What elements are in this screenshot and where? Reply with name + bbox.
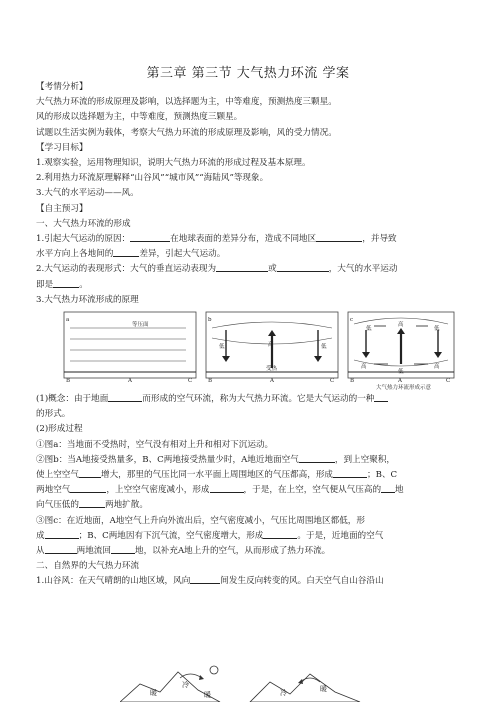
document-body bbox=[36, 80, 462, 590]
answer-blank[interactable] bbox=[299, 453, 335, 463]
answer-blank[interactable] bbox=[277, 262, 329, 272]
goal-line: 3.大气的水平运动——风。 bbox=[36, 188, 139, 199]
analysis-line: 大气热力环流的形成原理及影响，以选择题为主，中等难度，预测热度三颗星。 bbox=[36, 97, 337, 108]
cold-label: 冷 bbox=[280, 689, 287, 697]
question-line: ②图b：当A地接受热量多，B、C两地接受热量少时，A地近地面空气 ，到上空聚积， bbox=[36, 454, 396, 465]
question-line: (2)形成过程 bbox=[36, 424, 83, 435]
answer-blank[interactable] bbox=[70, 483, 106, 493]
question-line: 从 两地流回 地，以补充A地上升的空气，从而形成了热力环流。 bbox=[36, 546, 331, 557]
subsection-title: 一、大气热力环流的形成 bbox=[36, 218, 131, 229]
answer-blank[interactable] bbox=[130, 232, 170, 242]
question-line: 使上空空气 增大，那里的气压比同一水平面上周围地区的气压都高，形成 ；B、C bbox=[36, 470, 398, 481]
answer-blank[interactable] bbox=[79, 468, 101, 478]
point-label: A bbox=[128, 378, 132, 385]
panel-c-label: c bbox=[350, 317, 354, 324]
point-label: B bbox=[66, 378, 71, 385]
answer-blank[interactable] bbox=[190, 574, 220, 584]
answer-blank[interactable] bbox=[79, 498, 105, 508]
warm-label: 暖 bbox=[320, 685, 327, 693]
cold-label: 冷 bbox=[182, 681, 189, 689]
answer-blank[interactable] bbox=[210, 483, 244, 493]
answer-blank[interactable] bbox=[381, 483, 395, 493]
section-head-analysis: 【考情分析】 bbox=[36, 82, 88, 92]
answer-blank[interactable] bbox=[111, 544, 135, 554]
question-line: 1.引起大气运动的原因： 在地球表面的差异分布，造成不同地区 ，并导致 bbox=[36, 234, 397, 245]
low-label: 低 bbox=[398, 369, 404, 376]
goal-line: 1.观察实验，运用物理知识，说明大气热力环流的形成过程及基本原理。 bbox=[36, 158, 311, 169]
point-label: C bbox=[446, 378, 451, 385]
page-title: 第三章 第三节 大气热力环流 学案 bbox=[146, 66, 350, 81]
section-head-preview: 【自主预习】 bbox=[36, 203, 88, 214]
low-label: 低 bbox=[219, 344, 225, 351]
question-line: (1)概念：由于地面 而形成的空气环流，称为大气热力环流。它是大气运动的一种 bbox=[36, 392, 462, 407]
high-label: 高 bbox=[398, 322, 404, 329]
figure-caption: 大气热力环流形成示意 bbox=[376, 385, 432, 392]
mountain-valley-drawing bbox=[120, 662, 380, 702]
isobar-label: 等压面 bbox=[132, 322, 149, 329]
section-head-goals: 【学习目标】 bbox=[36, 142, 88, 153]
low-label: 低 bbox=[321, 344, 327, 351]
answer-blank[interactable] bbox=[53, 278, 79, 288]
question-line: 向气压低的 两地扩散。 bbox=[36, 500, 148, 511]
answer-blank[interactable] bbox=[216, 262, 268, 272]
high-label: 高 bbox=[434, 364, 440, 371]
analysis-line: 风的形成以选择题为主，中等难度，预测热度三颗星。 bbox=[36, 112, 243, 123]
question-line: 两地空气 ，上空空气密度减小，形成 ，于是，在上空，空气便从气压高的 地 bbox=[36, 485, 404, 496]
heat-label: 受热 bbox=[266, 366, 278, 373]
high-label: 高 bbox=[268, 342, 274, 349]
question-line: 成 ；B、C两地因有下沉气流，空气密度增大，形成 。于是，近地面的空气 bbox=[36, 530, 384, 541]
answer-blank[interactable] bbox=[45, 544, 77, 554]
warm-label: 暖 bbox=[150, 689, 157, 697]
answer-blank[interactable] bbox=[108, 392, 142, 402]
analysis-line: 试题以生活实例为载体，考察大气热力环流的形成原理及影响，风的受力情况。 bbox=[36, 127, 337, 138]
high-label: 高 bbox=[361, 364, 367, 371]
goal-line: 2.利用热力环流原理解释“山谷风”“城市风”“海陆风”等现象。 bbox=[36, 173, 269, 184]
low-label: 低 bbox=[434, 326, 440, 333]
question-line: ③图c：在近地面，A地空气上升向外流出后，空气密度减小，气压比周围地区都低，形 bbox=[36, 515, 365, 526]
subsection-title: 二、自然界的大气热力环流 bbox=[36, 561, 140, 572]
circulation-diagram bbox=[36, 310, 462, 392]
question-line: 水平方向上各地间的 差异，引起大气运动。 bbox=[36, 249, 226, 260]
warm-label: 暖 bbox=[204, 691, 211, 699]
question-line: 即是 。 bbox=[36, 279, 88, 290]
mountain-valley-wind-figure bbox=[120, 662, 380, 702]
answer-blank[interactable] bbox=[113, 247, 139, 257]
question-line: 2.大气运动的表现形式：大气的垂直运动表现为 或 ，大气的水平运动 bbox=[36, 264, 398, 275]
point-label: A bbox=[270, 378, 274, 385]
question-line: ①图a：当地面不受热时，空气没有相对上升和相对下沉运动。 bbox=[36, 439, 274, 450]
answer-blank[interactable] bbox=[316, 232, 362, 242]
answer-blank[interactable] bbox=[333, 468, 367, 478]
point-label: A bbox=[398, 378, 402, 385]
point-label: C bbox=[188, 378, 193, 385]
answer-blank[interactable] bbox=[263, 529, 297, 539]
panel-a-label: a bbox=[66, 317, 70, 324]
point-label: C bbox=[330, 378, 335, 385]
panel-b-label: b bbox=[208, 317, 212, 324]
point-label: B bbox=[208, 378, 213, 385]
subsection-line: 3.大气热力环流形成的原理 bbox=[36, 294, 139, 305]
question-line: 1.山谷风：在天气晴朗的山地区域，风向 间发生反向转变的风。白天空气自山谷沿山 bbox=[36, 576, 384, 587]
answer-blank[interactable] bbox=[45, 529, 79, 539]
point-label: B bbox=[350, 378, 355, 385]
low-label: 低 bbox=[366, 326, 372, 333]
question-line: 的形式。 bbox=[36, 409, 71, 420]
